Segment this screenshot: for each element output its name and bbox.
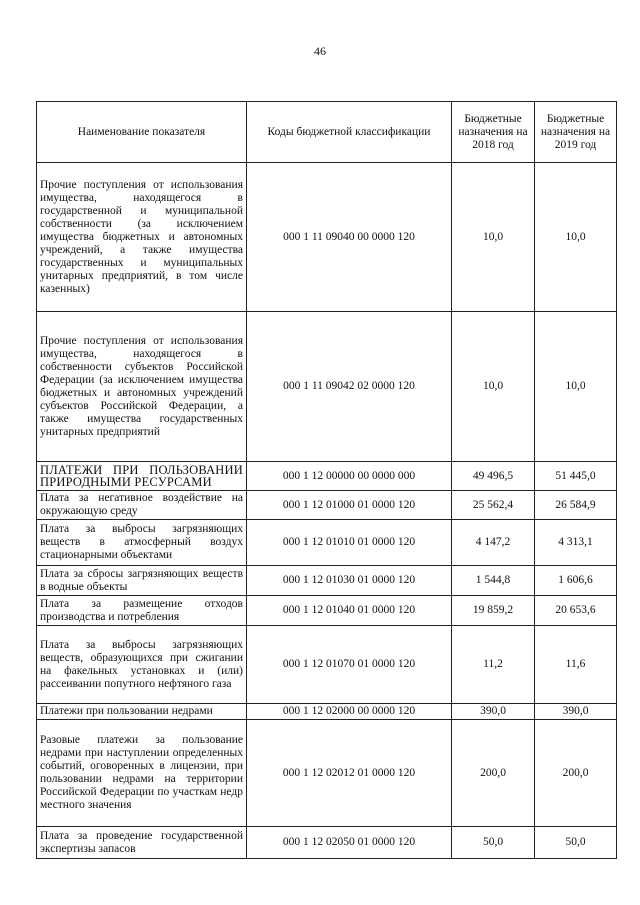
row-code: 000 1 11 09040 00 0000 120: [247, 163, 452, 312]
table-header-row: [37, 102, 617, 163]
row-name: Плата за размещение отходов производства и потребления: [37, 596, 247, 626]
row-value-2019: 10,0: [535, 312, 617, 462]
row-code: 000 1 12 01000 01 0000 120: [247, 491, 452, 520]
row-value-2019: 11,6: [535, 626, 617, 704]
row-code: 000 1 12 01040 01 0000 120: [247, 596, 452, 626]
row-code: 000 1 12 02012 01 0000 120: [247, 720, 452, 827]
row-code: 000 1 12 01030 01 0000 120: [247, 566, 452, 596]
row-code: 000 1 12 02050 01 0000 120: [247, 827, 452, 859]
row-code: 000 1 12 01070 01 0000 120: [247, 626, 452, 704]
row-name: Плата за выбросы загрязняющих веществ, образующихся при сжигании на факельных установках и (или) рассеивании попутного нефтяного газа: [37, 626, 247, 704]
row-code: 000 1 12 01010 01 0000 120: [247, 520, 452, 566]
row-name: Разовые платежи за пользование недрами при наступлении определенных событий, оговоренных в лицензии, при пользовании недрами на территории Российской Федерации по участкам недр местного значения: [37, 720, 247, 827]
row-value-2018: 390,0: [452, 704, 535, 720]
row-value-2018: 11,2: [452, 626, 535, 704]
table-row: [37, 596, 617, 626]
table-row: [37, 566, 617, 596]
row-value-2018: 50,0: [452, 827, 535, 859]
row-name: Плата за проведение государственной экспертизы запасов: [37, 827, 247, 859]
row-value-2019: 4 313,1: [535, 520, 617, 566]
header-indicator-name: Наименование показателя: [37, 102, 247, 163]
table-row: [37, 704, 617, 720]
table-row: [37, 163, 617, 312]
row-code: 000 1 11 09042 02 0000 120: [247, 312, 452, 462]
row-value-2019: 390,0: [535, 704, 617, 720]
row-value-2019: 20 653,6: [535, 596, 617, 626]
row-value-2018: 19 859,2: [452, 596, 535, 626]
table-row: [37, 720, 617, 827]
row-value-2019: 10,0: [535, 163, 617, 312]
row-value-2018: 49 496,5: [452, 462, 535, 491]
row-value-2019: 1 606,6: [535, 566, 617, 596]
header-budget-2018: Бюджетные назначения на 2018 год: [452, 102, 535, 163]
row-value-2018: 10,0: [452, 163, 535, 312]
row-value-2018: 10,0: [452, 312, 535, 462]
row-code: 000 1 12 02000 00 0000 120: [247, 704, 452, 720]
row-value-2019: 26 584,9: [535, 491, 617, 520]
row-name: Плата за выбросы загрязняющих веществ в атмосферный воздух стационарными объектами: [37, 520, 247, 566]
row-value-2019: 200,0: [535, 720, 617, 827]
table-row: [37, 312, 617, 462]
row-name: Прочие поступления от использования имущества, находящегося в государственной и муниципальной собственности (за исключением имущества бюджетных и автономных учреждений, а также имущества государственных и муниципальных унитарных предприятий, в том числе казенных): [37, 163, 247, 312]
table-row-section: [37, 462, 617, 491]
table-row: [37, 491, 617, 520]
row-value-2018: 4 147,2: [452, 520, 535, 566]
page-number: 46: [314, 44, 326, 58]
budget-table: [36, 101, 617, 859]
row-name: Прочие поступления от использования имущества, находящегося в собственности субъектов Российской Федерации (за исключением имущества бюджетных и автономных учреждений субъектов Российской Федерации, а также имущества государственных унитарных предприятий: [37, 312, 247, 462]
header-budget-2019: Бюджетные назначения на 2019 год: [535, 102, 617, 163]
table-row: [37, 520, 617, 566]
row-value-2019: 51 445,0: [535, 462, 617, 491]
row-name: Платежи при пользовании недрами: [37, 704, 247, 720]
header-budget-code: Коды бюджетной классификации: [247, 102, 452, 163]
row-value-2018: 200,0: [452, 720, 535, 827]
row-name: Плата за негативное воздействие на окружающую среду: [37, 491, 247, 520]
row-code: 000 1 12 00000 00 0000 000: [247, 462, 452, 491]
table-row: [37, 626, 617, 704]
row-name: Плата за сбросы загрязняющих веществ в водные объекты: [37, 566, 247, 596]
row-value-2018: 25 562,4: [452, 491, 535, 520]
table-row: [37, 827, 617, 859]
row-name: ПЛАТЕЖИ ПРИ ПОЛЬЗОВАНИИ ПРИРОДНЫМИ РЕСУРСАМИ: [37, 462, 247, 491]
row-value-2019: 50,0: [535, 827, 617, 859]
row-value-2018: 1 544,8: [452, 566, 535, 596]
